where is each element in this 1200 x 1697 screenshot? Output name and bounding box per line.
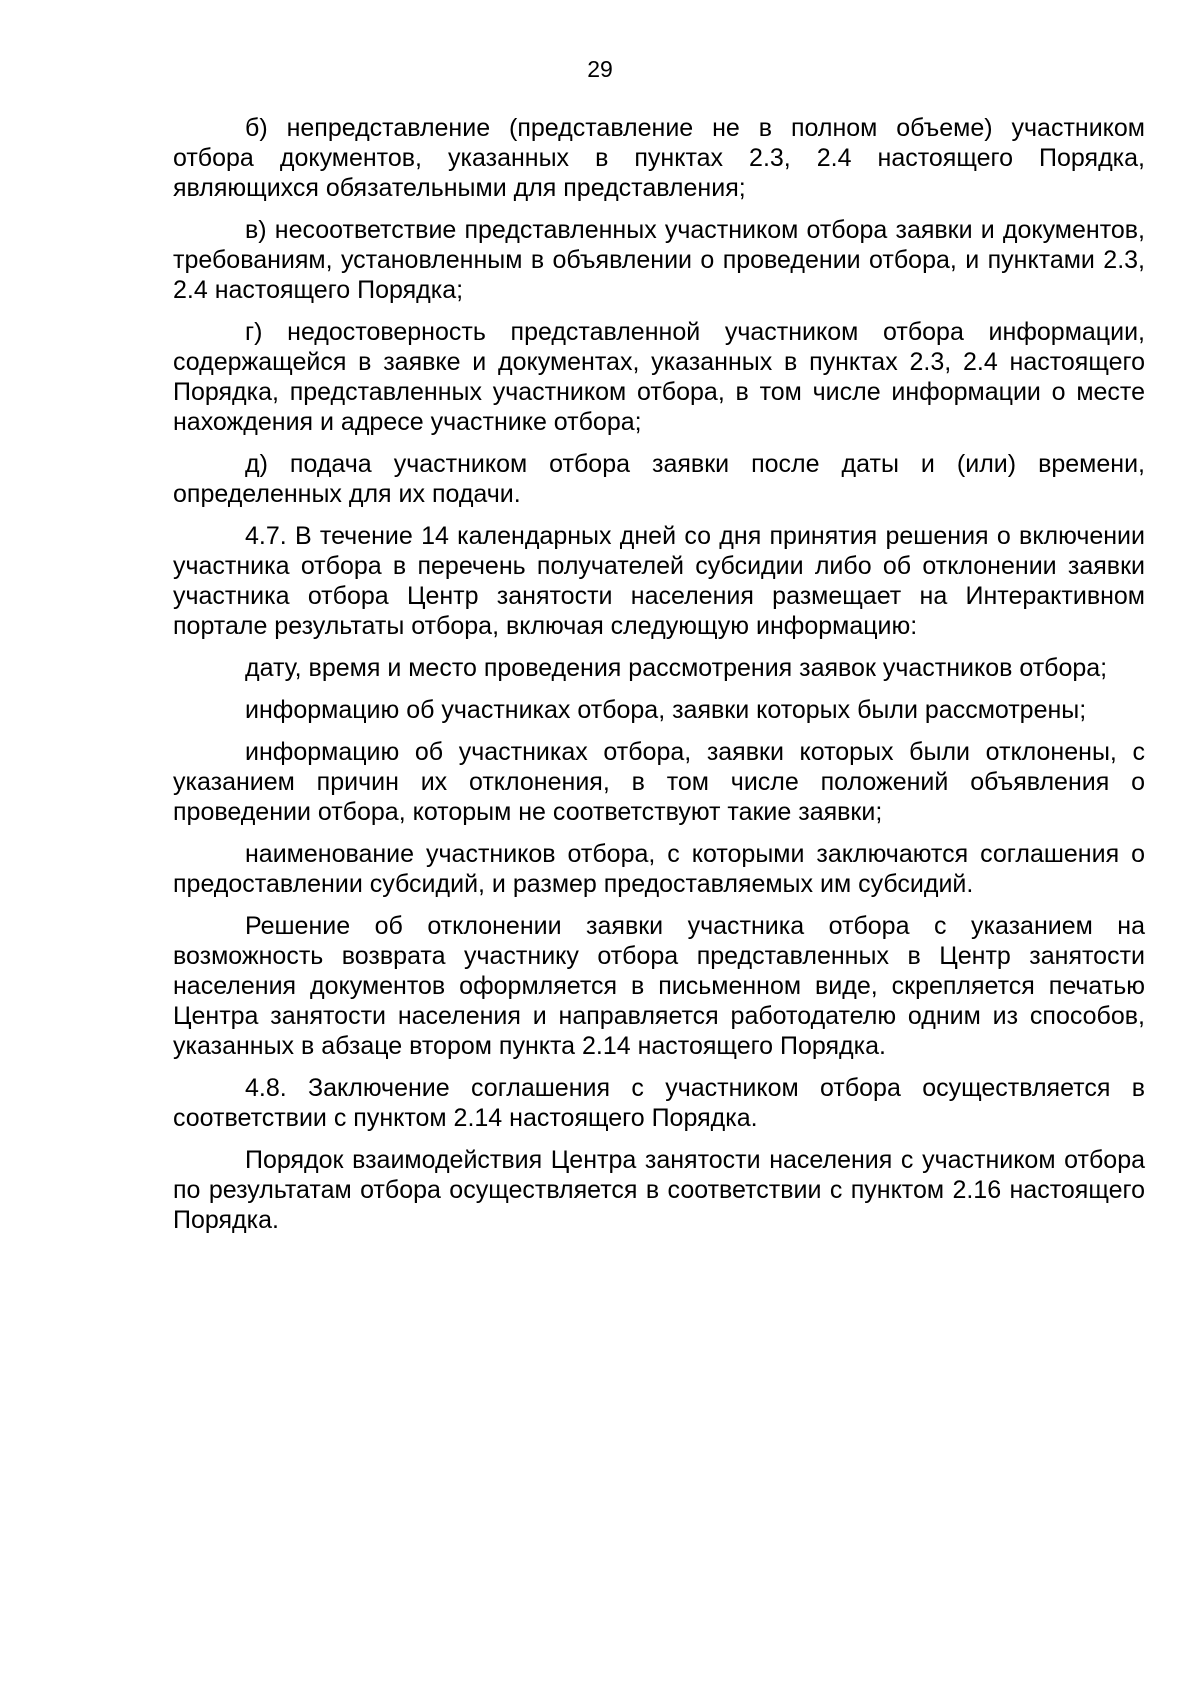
paragraph-info-reviewed: информацию об участниках отбора, заявки которых были рассмотрены; xyxy=(245,696,1087,724)
paragraph-info-agreements: наименование участников отбора, с которыми заключаются соглашения о предоставлении субсидий, и размер предоставляемых им субсидий. xyxy=(173,840,1145,898)
paragraph-item-d: д) подача участником отбора заявки после даты и (или) времени, определенных для их подачи. xyxy=(173,450,1145,508)
paragraph-info-date-time: дату, время и место проведения рассмотрения заявок участников отбора; xyxy=(245,654,1108,682)
paragraph-item-b: б) непредставление (представление не в полном объеме) участником отбора документов, указанных в пунктах 2.3, 2.4 настоящего Порядка, являющихся обязательными для представления; xyxy=(173,114,1145,202)
paragraph-section-4-7: 4.7. В течение 14 календарных дней со дня принятия решения о включении участника отбора в перечень получателей субсидии либо об отклонении заявки участника отбора Центр занятости населения размещает на Интерактивном портале результаты отбора, включая следующую информацию: xyxy=(173,522,1145,640)
paragraph-item-v: в) несоответствие представленных участником отбора заявки и документов, требованиям, установленным в объявлении о проведении отбора, и пунктами 2.3, 2.4 настоящего Порядка; xyxy=(173,216,1145,304)
paragraph-section-4-8: 4.8. Заключение соглашения с участником отбора осуществляется в соответствии с пунктом 2.14 настоящего Порядка. xyxy=(173,1074,1145,1132)
page-number: 29 xyxy=(587,56,613,82)
document-body xyxy=(173,113,1145,1247)
paragraph-rejection-decision: Решение об отклонении заявки участника отбора с указанием на возможность возврата участнику отбора представленных в Центр занятости населения документов оформляется в письменном виде, скрепляется печатью Центра занятости населения и направляется работодателю одним из способов, указанных в абзаце втором пункта 2.14 настоящего Порядка. xyxy=(173,912,1145,1060)
paragraph-interaction-order: Порядок взаимодействия Центра занятости населения с участником отбора по результатам отбора осуществляется в соответствии с пунктом 2.16 настоящего Порядка. xyxy=(173,1146,1145,1234)
paragraph-item-g: г) недостоверность представленной участником отбора информации, содержащейся в заявке и документах, указанных в пунктах 2.3, 2.4 настоящего Порядка, представленных участником отбора, в том числе информации о месте нахождения и адресе участнике отбора; xyxy=(173,318,1145,436)
paragraph-info-rejected: информацию об участниках отбора, заявки которых были отклонены, с указанием причин их отклонения, в том числе положений объявления о проведении отбора, которым не соответствуют такие заявки; xyxy=(173,738,1145,826)
